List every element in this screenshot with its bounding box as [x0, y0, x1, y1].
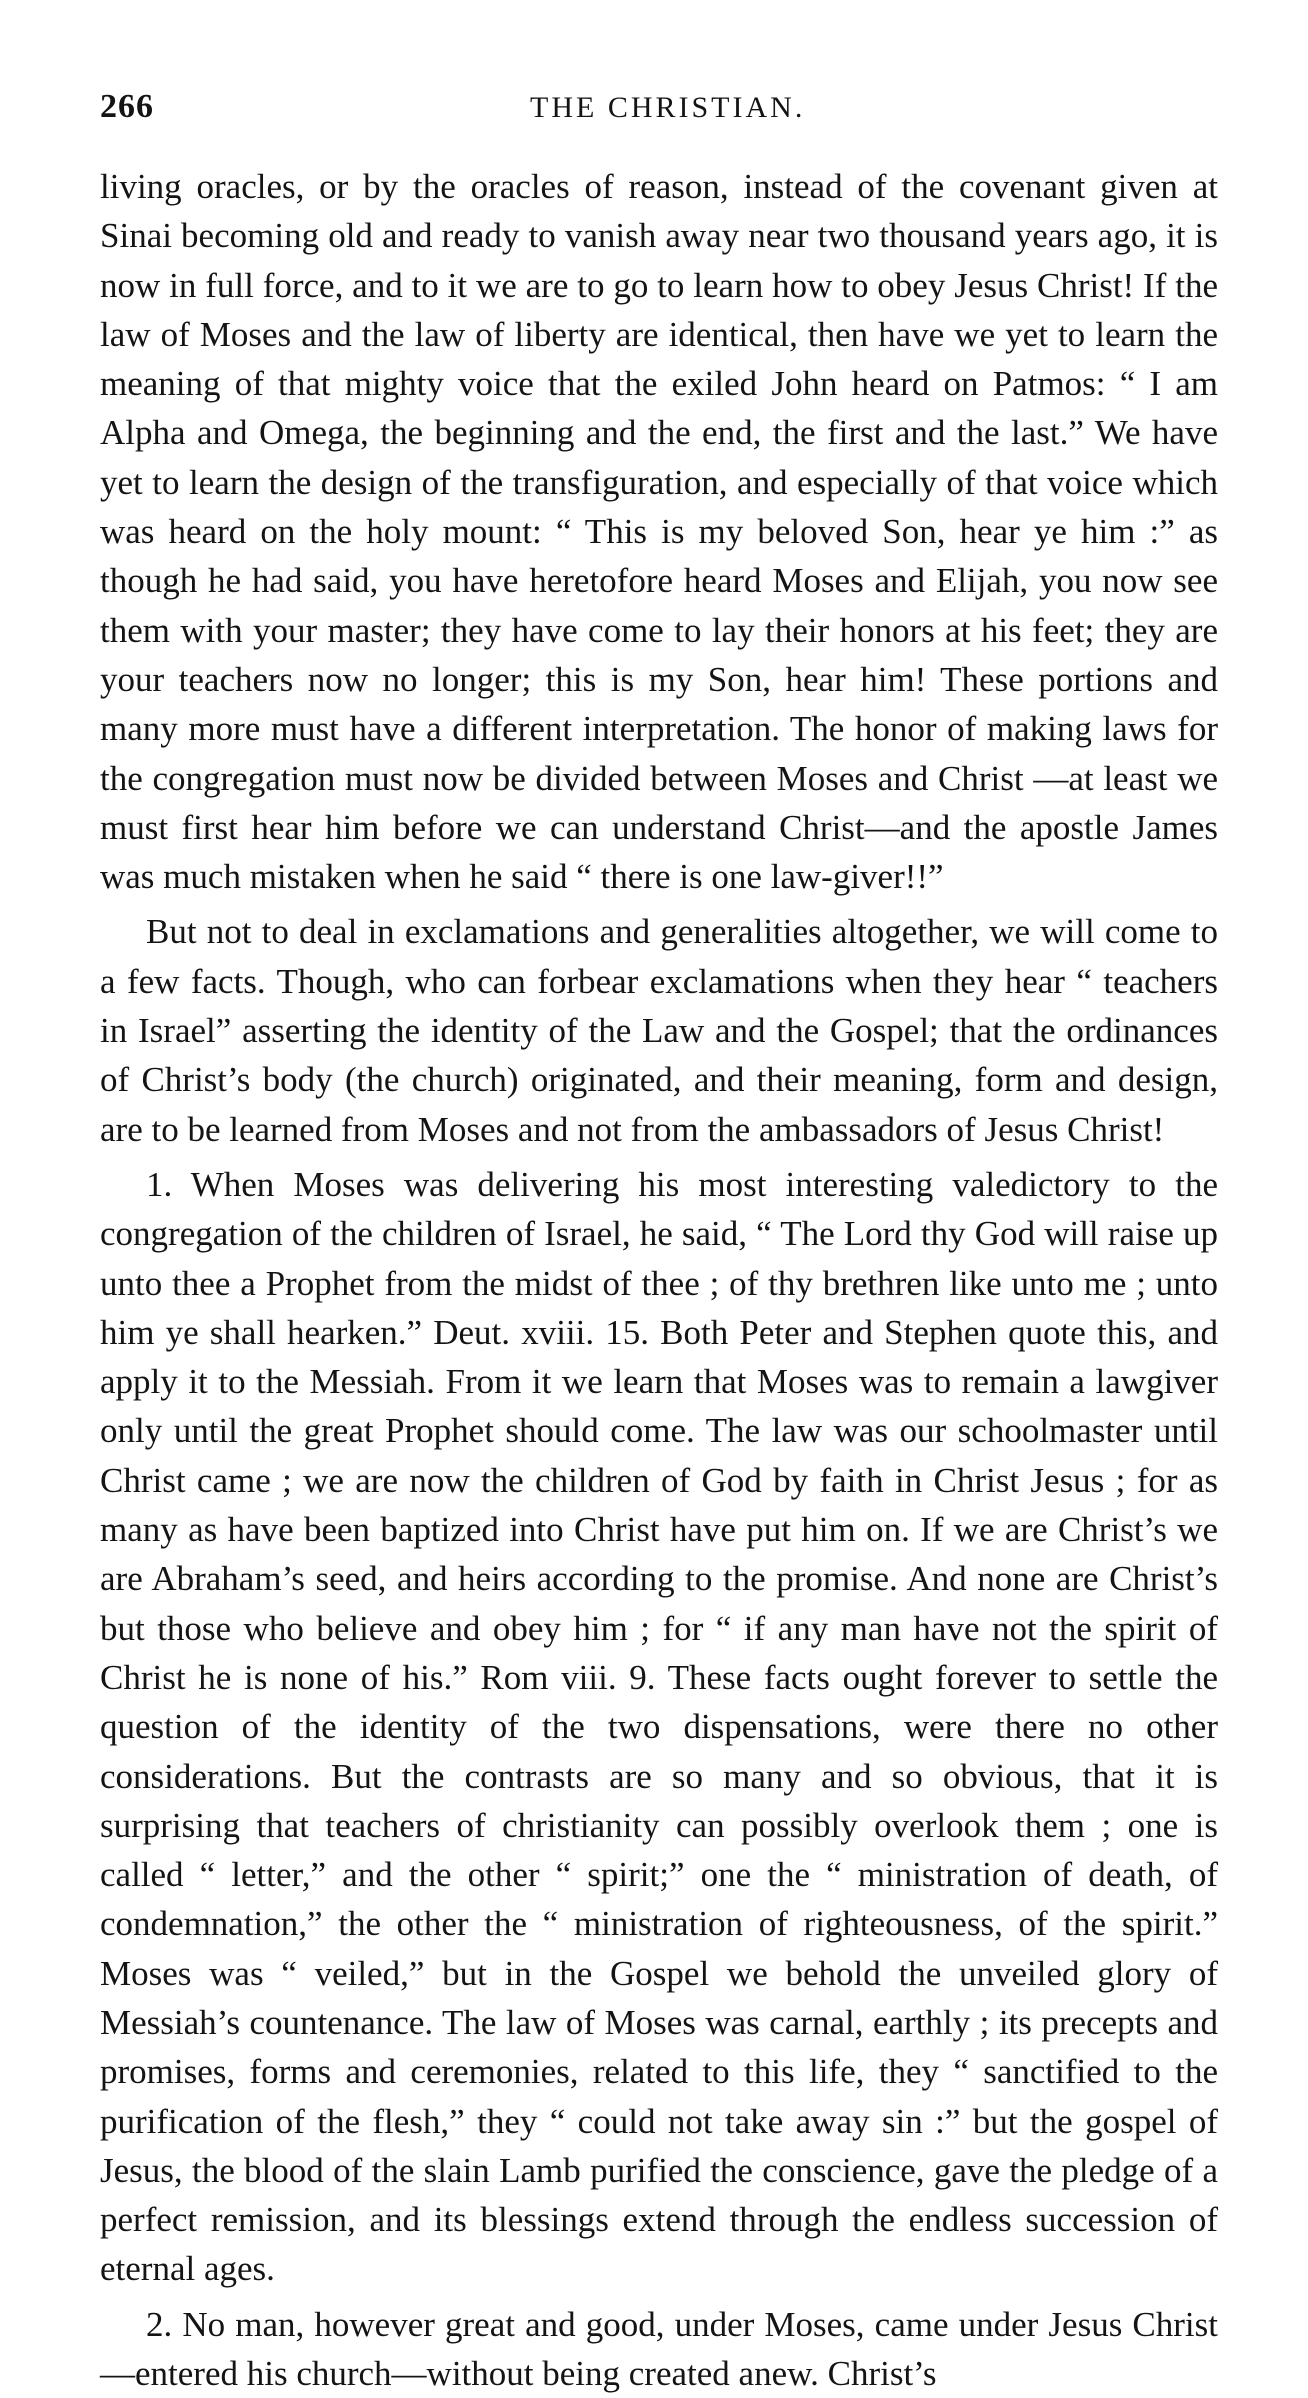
- running-title: THE CHRISTIAN.: [530, 91, 806, 124]
- page-number: 266: [100, 88, 154, 125]
- page-header: [100, 88, 1218, 148]
- paragraph-point-one: 1. When Moses was delivering his most interesting valedictory to the congregation of the children of Israel, he said, “ The Lord thy God will raise up unto thee a Prophet from the midst of thee ; of thy brethren like unto me ; unto him ye shall hearken.” Deut. xviii. 15. Both Peter and Stephen quote this, and apply it to the Messiah. From it we learn that Moses was to remain a lawgiver only until the great Prophet should come. The law was our schoolmaster until Christ came ; we are now the children of God by faith in Christ Jesus ; for as many as have been baptized into Christ have put him on. If we are Christ’s we are Abraham’s seed, and heirs according to the promise. And none are Christ’s but those who believe and obey him ; for “ if any man have not the spirit of Christ he is none of his.” Rom viii. 9. These facts ought forever to settle the question of the identity of the two dispensations, were there no other considerations. But the contrasts are so many and so obvious, that it is surprising that teachers of christianity can possibly overlook them ; one is called “ letter,” and the other “ spirit;” one the “ ministration of death, of condemnation,” the other the “ ministration of righteousness, of the spirit.” Moses was “ veiled,” but in the Gospel we behold the unveiled glory of Messiah’s countenance. The law of Moses was carnal, earthly ; its precepts and promises, forms and ceremonies, related to this life, they “ sanctified to the purification of the flesh,” they “ could not take away sin :” but the gospel of Jesus, the blood of the slain Lamb purified the conscience, gave the pledge of a perfect remission, and its blessings extend through the endless succession of eternal ages.: [100, 1164, 1218, 2289]
- paragraph-continuation: living oracles, or by the oracles of reason, instead of the covenant given at Sinai becoming old and ready to vanish away near two thousand years ago, it is now in full force, and to it we are to go to learn how to obey Jesus Christ! If the law of Moses and the law of liberty are identical, then have we yet to learn the meaning of that mighty voice that the exiled John heard on Patmos: “ I am Alpha and Omega, the beginning and the end, the first and the last.” We have yet to learn the design of the transfiguration, and especially of that voice which was heard on the holy mount: “ This is my beloved Son, hear ye him :” as though he had said, you have heretofore heard Moses and Elijah, you now see them with your master; they have come to lay their honors at his feet; they are your teachers now no longer; this is my Son, hear him! These portions and many more must have a different interpretation. The honor of making laws for the congregation must now be divided between Moses and Christ —at least we must first hear him before we can understand Christ—and the apostle James was much mistaken when he said “ there is one law-giver!!”: [100, 167, 1218, 897]
- paragraph-facts-intro: But not to deal in exclamations and generalities altogether, we will come to a few facts. Though, who can forbear exclamations when they hear “ teachers in Israel” asserting the identity of the Law and the Gospel; that the ordinances of Christ’s body (the church) originated, and their meaning, form and design, are to be learned from Moses and not from the ambassadors of Jesus Christ!: [100, 912, 1218, 1149]
- paragraph-point-two: 2. No man, however great and good, under Moses, came under Jesus Christ—entered his church—without being created anew. Christ’s: [100, 2304, 1218, 2394]
- book-page: [100, 88, 1218, 2398]
